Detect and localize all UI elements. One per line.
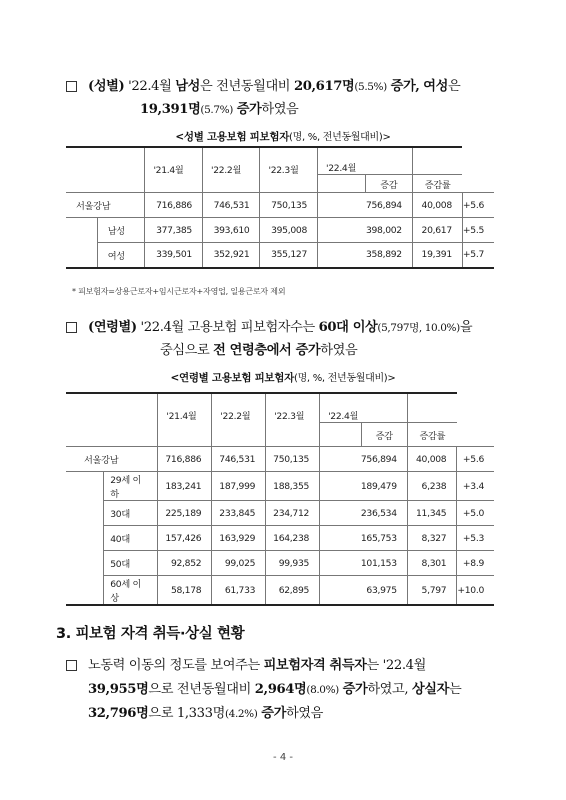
table-cell: 163,929 bbox=[212, 526, 266, 551]
age-line-2 bbox=[160, 339, 357, 358]
gender-line-1 bbox=[88, 75, 460, 94]
table-cell: 750,135 bbox=[266, 447, 320, 472]
table-cell: 756,894 bbox=[320, 447, 408, 472]
table-row bbox=[66, 551, 494, 576]
text-span: (5.7%) bbox=[200, 104, 233, 116]
header-cell: '21.4월 bbox=[158, 393, 212, 447]
text-span: (명, %, 전년동월대비)> bbox=[289, 132, 391, 143]
table-cell: 11,345 bbox=[407, 501, 457, 526]
table-cell: 101,153 bbox=[320, 551, 408, 576]
header-cell: '22.3월 bbox=[260, 147, 318, 193]
row-label: 남성 bbox=[97, 218, 145, 243]
table-cell: 8,327 bbox=[407, 526, 457, 551]
text-span: 으로 1,333명 bbox=[148, 706, 225, 721]
footnote: * 피보험자=상용근로자+임시근로자+자영업, 일용근로자 제외 bbox=[72, 287, 286, 296]
text-span: 피보험자격 취득자 bbox=[263, 658, 367, 673]
table-row bbox=[66, 193, 494, 218]
table-cell: 746,531 bbox=[202, 193, 260, 218]
table-cell: +5.6 bbox=[462, 193, 494, 218]
table-cell: 746,531 bbox=[212, 447, 266, 472]
table-row bbox=[66, 243, 494, 268]
table-cell: 377,385 bbox=[145, 218, 203, 243]
age-line-1 bbox=[88, 316, 472, 335]
checkbox-square-icon bbox=[66, 81, 77, 92]
table-cell: +5.3 bbox=[457, 526, 494, 551]
table-cell: 236,534 bbox=[320, 501, 408, 526]
table-cell: 233,845 bbox=[212, 501, 266, 526]
table-cell: 6,238 bbox=[407, 472, 457, 501]
header-empty-cell bbox=[412, 147, 462, 175]
table-cell: +5.5 bbox=[462, 218, 494, 243]
indent-cell bbox=[66, 472, 104, 501]
text-span: (5,797명, 10.0%) bbox=[377, 322, 460, 334]
table-row bbox=[66, 472, 494, 501]
table-cell: +3.4 bbox=[457, 472, 494, 501]
indent-cell bbox=[66, 576, 104, 606]
subheader-cell: 증감 bbox=[361, 423, 407, 447]
table-cell: 188,355 bbox=[266, 472, 320, 501]
table-cell: 393,610 bbox=[202, 218, 260, 243]
header-corner-cell bbox=[66, 393, 158, 447]
text-span: 19,391명 bbox=[140, 102, 201, 117]
subheader-cell: 증감률 bbox=[407, 423, 457, 447]
table-cell: 40,008 bbox=[412, 193, 462, 218]
table-cell: 395,008 bbox=[260, 218, 318, 243]
indent-cell bbox=[66, 243, 97, 268]
text-span: 상실자 bbox=[411, 682, 449, 697]
row-label: 30대 bbox=[104, 501, 158, 526]
table-cell: 355,127 bbox=[260, 243, 318, 268]
age-table-caption bbox=[0, 369, 566, 385]
gender-table-caption bbox=[0, 128, 566, 144]
section-title: 3. 피보험 자격 취득·상실 현황 bbox=[56, 626, 245, 642]
table-cell: 398,002 bbox=[318, 218, 413, 243]
text-span: 하였음 bbox=[320, 343, 358, 358]
table-cell: 716,886 bbox=[158, 447, 212, 472]
text-span: '22.4월 고용보험 피보험자수는 bbox=[140, 320, 315, 335]
table-cell: 63,975 bbox=[320, 576, 408, 606]
table-cell: 99,935 bbox=[266, 551, 320, 576]
text-span: 증가 bbox=[236, 102, 262, 117]
header-empty-cell bbox=[407, 393, 457, 423]
table-cell: 756,894 bbox=[318, 193, 413, 218]
table-cell: +8.9 bbox=[457, 551, 494, 576]
table-cell: 189,479 bbox=[320, 472, 408, 501]
subheader-cell: 증감률 bbox=[412, 175, 462, 193]
row-label: 60세 이상 bbox=[104, 576, 158, 606]
header-corner-cell bbox=[66, 147, 145, 193]
text-span: 으로 전년동월대비 bbox=[148, 682, 251, 697]
table-row bbox=[66, 576, 494, 606]
table-cell: 165,753 bbox=[320, 526, 408, 551]
text-span: 하였음 bbox=[261, 102, 299, 117]
text-span: (명, %, 전년동월대비)> bbox=[293, 373, 396, 384]
section3-line-3 bbox=[88, 702, 323, 721]
table-cell: +5.0 bbox=[457, 501, 494, 526]
checkbox-square-icon bbox=[66, 660, 77, 671]
table-cell: 61,733 bbox=[212, 576, 266, 606]
text-span: 노동력 이동의 정도를 보여주는 bbox=[88, 658, 260, 673]
table-row bbox=[66, 218, 494, 243]
table-cell: 40,008 bbox=[407, 447, 457, 472]
text-span: 증가, bbox=[390, 79, 420, 94]
table-row bbox=[66, 501, 494, 526]
gender-table bbox=[66, 146, 494, 269]
table-cell: 183,241 bbox=[158, 472, 212, 501]
table-cell: 92,852 bbox=[158, 551, 212, 576]
header-cell: '21.4월 bbox=[145, 147, 203, 193]
text-span: <성별 고용보험 피보험자 bbox=[175, 131, 290, 143]
header-cell: '22.4월 bbox=[320, 393, 408, 423]
text-span: 전 연령층에서 증가 bbox=[213, 343, 321, 358]
row-label: 29세 이하 bbox=[104, 472, 158, 501]
text-span: 32,796명 bbox=[88, 706, 149, 721]
table-cell: 99,025 bbox=[212, 551, 266, 576]
subheader-cell: 증감 bbox=[365, 175, 412, 193]
row-label: 서울강남 bbox=[66, 193, 145, 218]
text-span: <연령별 고용보험 피보험자 bbox=[170, 372, 294, 384]
table-cell: +5.6 bbox=[457, 447, 494, 472]
text-span: (5.5%) bbox=[354, 81, 387, 93]
table-cell: 187,999 bbox=[212, 472, 266, 501]
header-cell: '22.4월 bbox=[318, 147, 413, 175]
table-cell: +10.0 bbox=[457, 576, 494, 606]
text-span: 하였음 bbox=[285, 706, 323, 721]
text-span: 증가 bbox=[261, 706, 286, 721]
text-span: 여성 bbox=[423, 79, 448, 94]
header-cell: '22.2월 bbox=[202, 147, 260, 193]
text-span: 는 bbox=[448, 682, 462, 697]
checkbox-square-icon bbox=[66, 322, 77, 333]
indent-cell bbox=[66, 501, 104, 526]
text-span: 을 bbox=[459, 320, 473, 335]
table-cell: 716,886 bbox=[145, 193, 203, 218]
table-cell: 5,797 bbox=[407, 576, 457, 606]
section3-line-2 bbox=[88, 678, 461, 697]
gender-tag: (성별) bbox=[88, 79, 125, 94]
text-span: 하였고, bbox=[367, 682, 409, 697]
text-span: (4.2%) bbox=[224, 708, 258, 720]
indent-cell bbox=[66, 551, 104, 576]
table-cell: 339,501 bbox=[145, 243, 203, 268]
age-table bbox=[66, 392, 494, 606]
row-label: 여성 bbox=[97, 243, 145, 268]
age-tag: (연령별) bbox=[88, 320, 137, 335]
text-span: '22.4월 bbox=[128, 79, 172, 94]
text-span: 남성 bbox=[175, 79, 200, 94]
table-cell: 19,391 bbox=[412, 243, 462, 268]
table-cell: 164,238 bbox=[266, 526, 320, 551]
text-span: 은 전년동월대비 bbox=[199, 79, 291, 94]
text-span: 60대 이상 bbox=[318, 320, 378, 335]
indent-cell bbox=[66, 526, 104, 551]
gender-line-2 bbox=[140, 98, 298, 117]
table-cell: 20,617 bbox=[412, 218, 462, 243]
table-cell: 58,178 bbox=[158, 576, 212, 606]
text-span: 중심으로 bbox=[160, 343, 210, 358]
table-header-row bbox=[66, 147, 494, 175]
table-cell: 62,895 bbox=[266, 576, 320, 606]
indent-cell bbox=[66, 218, 97, 243]
row-label: 50대 bbox=[104, 551, 158, 576]
text-span: (8.0%) bbox=[306, 684, 339, 696]
header-cell: '22.3월 bbox=[266, 393, 320, 447]
table-cell: 225,189 bbox=[158, 501, 212, 526]
header-spacer bbox=[320, 423, 362, 447]
table-cell: 358,892 bbox=[318, 243, 413, 268]
section3-line-1 bbox=[88, 654, 426, 673]
text-span: 39,955명 bbox=[88, 682, 149, 697]
text-span: 증가 bbox=[342, 682, 368, 697]
table-cell: 750,135 bbox=[260, 193, 318, 218]
page-number: - 4 - bbox=[273, 752, 293, 763]
table-cell: 234,712 bbox=[266, 501, 320, 526]
header-cell: '22.2월 bbox=[212, 393, 266, 447]
table-cell: +5.7 bbox=[462, 243, 494, 268]
row-label: 40대 bbox=[104, 526, 158, 551]
table-cell: 157,426 bbox=[158, 526, 212, 551]
table-cell: 352,921 bbox=[202, 243, 260, 268]
row-label: 서울강남 bbox=[66, 447, 158, 472]
text-span: 는 '22.4월 bbox=[366, 658, 426, 673]
header-spacer bbox=[318, 175, 366, 193]
table-cell: 8,301 bbox=[407, 551, 457, 576]
table-header-row bbox=[66, 393, 494, 423]
table-row bbox=[66, 526, 494, 551]
text-span: 은 bbox=[447, 79, 461, 94]
text-span: 2,964명 bbox=[254, 682, 307, 697]
table-row bbox=[66, 447, 494, 472]
text-span: 20,617명 bbox=[293, 79, 355, 94]
